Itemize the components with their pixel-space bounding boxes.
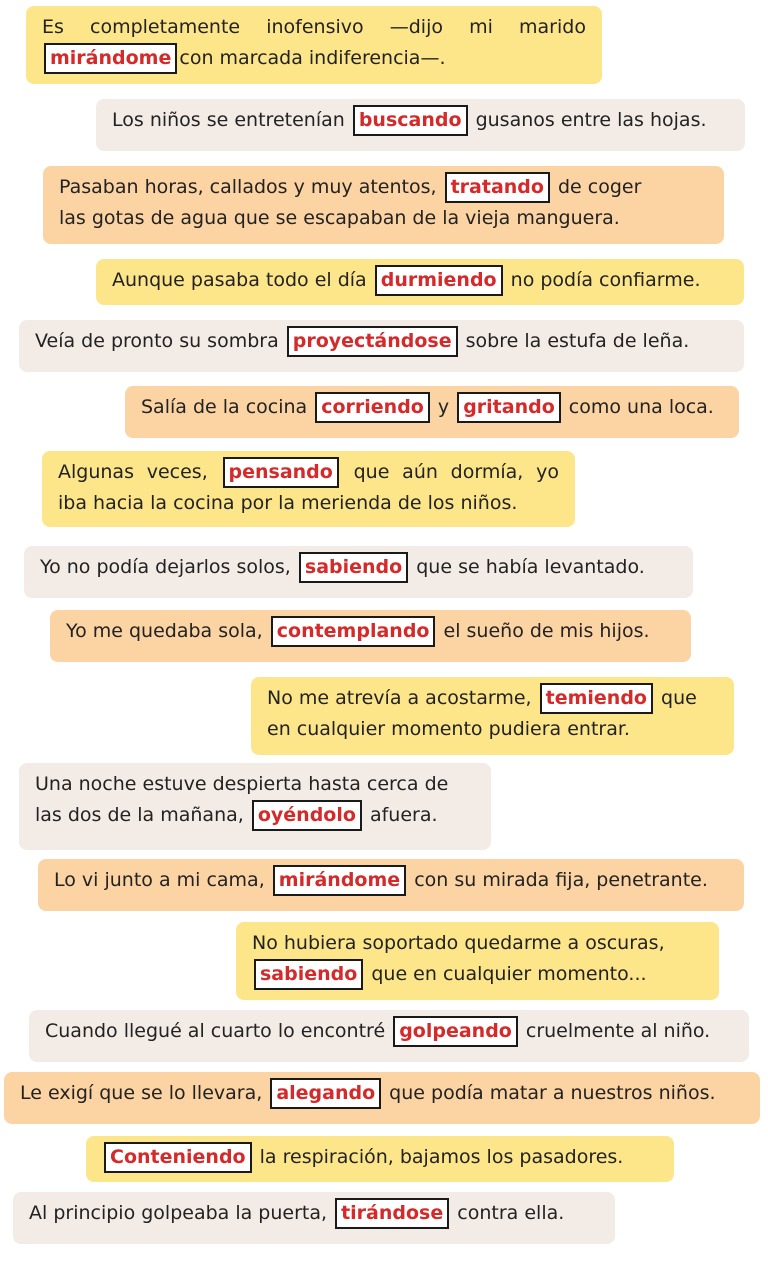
sentence-line — [267, 714, 718, 745]
sentence-text: con marcada indiferencia—. — [179, 47, 446, 69]
sentence-card-11 — [19, 763, 491, 850]
sentence-text: que en cualquier momento... — [365, 963, 647, 985]
sentence-text: como una loca. — [562, 396, 714, 418]
sentence-line — [58, 457, 559, 488]
sentence-line — [112, 265, 728, 296]
sentence-text: las gotas de agua que se escapaban de la vieja manguera. — [59, 207, 620, 229]
sentence-text: contra ella. — [451, 1202, 565, 1224]
sentence-line — [42, 43, 586, 74]
sentence-text: Es — [42, 16, 64, 38]
sentence-card-14 — [29, 1010, 749, 1062]
sentence-card-16 — [86, 1136, 674, 1182]
sentence-line — [66, 616, 675, 647]
gerund-verb-box: buscando — [353, 105, 468, 136]
sentence-line — [102, 1142, 658, 1173]
sentence-text: dormía, — [450, 461, 524, 483]
sentence-line — [141, 392, 723, 423]
gerund-verb-box: durmiendo — [375, 265, 503, 296]
sentence-card-5 — [19, 320, 744, 372]
sentence-text: sobre la estufa de leña. — [459, 330, 690, 352]
sentence-line — [35, 326, 728, 357]
sentence-card-8 — [24, 546, 693, 598]
gerund-verb-box: oyéndolo — [252, 800, 362, 831]
gerund-verb-box: Conteniendo — [104, 1142, 252, 1173]
sentence-text: inofensivo — [266, 16, 364, 38]
gerund-verb-box: contemplando — [271, 616, 436, 647]
sentence-line — [59, 172, 708, 203]
sentence-text: que — [655, 687, 697, 709]
sentence-text: Le exigí que se lo llevara, — [20, 1082, 269, 1104]
sentence-card-12 — [38, 859, 744, 911]
sentence-text: de coger — [551, 176, 642, 198]
sentence-text: Cuando llegué al cuarto lo encontré — [45, 1020, 392, 1042]
gerund-verb-box: mirándome — [44, 43, 177, 74]
gerund-verb-box: tratando — [445, 172, 550, 203]
sentence-line — [40, 552, 677, 583]
gerund-verb-box: mirándome — [273, 865, 406, 896]
sentence-text: mi — [469, 16, 493, 38]
sentence-text: —dijo — [389, 16, 443, 38]
sentence-text: cruelmente al niño. — [519, 1020, 711, 1042]
gerund-verb-box: alegando — [270, 1078, 381, 1109]
sentence-text: Los niños se entretenían — [112, 109, 351, 131]
sentence-card-9 — [50, 610, 691, 662]
sentence-text: afuera. — [363, 804, 438, 826]
gerund-verb-box: temiendo — [540, 683, 653, 714]
sentence-text: que se había levantado. — [410, 556, 645, 578]
sentence-line — [59, 203, 708, 234]
sentence-line — [54, 865, 728, 896]
sentence-text: la respiración, bajamos los pasadores. — [253, 1146, 624, 1168]
gerund-verb-box: corriendo — [315, 392, 430, 423]
sentence-line — [29, 1198, 599, 1229]
gerund-verb-box: sabiendo — [299, 552, 408, 583]
sentence-text: y — [431, 396, 456, 418]
sentence-text: Yo me quedaba sola, — [66, 620, 269, 642]
sentence-line — [35, 769, 475, 800]
sentence-card-3 — [43, 166, 724, 244]
sentence-text: con su mirada fija, penetrante. — [408, 869, 708, 891]
sentence-text: yo — [536, 461, 559, 483]
sentence-line — [42, 12, 586, 43]
gerund-verb-box: pensando — [223, 457, 339, 488]
sentence-line — [252, 959, 703, 990]
sentence-card-13 — [236, 922, 719, 1000]
sentence-text: Yo no podía dejarlos solos, — [40, 556, 297, 578]
sentence-text: en cualquier momento pudiera entrar. — [267, 718, 630, 740]
gerund-verb-box: gritando — [457, 392, 561, 423]
sentence-text: Al principio golpeaba la puerta, — [29, 1202, 334, 1224]
sentence-card-4 — [96, 259, 744, 305]
sentence-text: que — [353, 461, 390, 483]
sentence-card-2 — [96, 99, 745, 151]
sentence-text: Aunque pasaba todo el día — [112, 269, 373, 291]
gerund-verb-box: tirándose — [335, 1198, 449, 1229]
sentence-text: gusanos entre las hojas. — [469, 109, 707, 131]
sentence-text: que podía matar a nuestros niños. — [383, 1082, 716, 1104]
sentence-line — [20, 1078, 744, 1109]
sentence-text: completamente — [90, 16, 241, 38]
sentence-text: Lo vi junto a mi cama, — [54, 869, 271, 891]
sentence-line — [58, 488, 559, 519]
sentence-card-10 — [251, 677, 734, 755]
sentence-text: iba hacia la cocina por la merienda de los niños. — [58, 492, 518, 514]
sentence-line — [252, 928, 703, 959]
sentence-line — [267, 683, 718, 714]
gerund-verb-box: proyectándose — [287, 326, 458, 357]
sentence-line — [35, 800, 475, 831]
sentence-text: veces, — [146, 461, 208, 483]
gerund-verb-box: golpeando — [393, 1016, 518, 1047]
sentence-line — [112, 105, 729, 136]
sentence-line — [45, 1016, 733, 1047]
sentence-card-1 — [26, 6, 602, 84]
sentence-text: Veía de pronto su sombra — [35, 330, 285, 352]
sentence-text: Algunas — [58, 461, 134, 483]
sentence-text: Pasaban horas, callados y muy atentos, — [59, 176, 443, 198]
sentence-text: no podía confiarme. — [504, 269, 701, 291]
gerund-verb-box: sabiendo — [254, 959, 363, 990]
sentence-text: las dos de la mañana, — [35, 804, 250, 826]
sentence-text: No me atrevía a acostarme, — [267, 687, 538, 709]
sentence-text: el sueño de mis hijos. — [437, 620, 650, 642]
sentence-text: marido — [519, 16, 586, 38]
sentence-text: Una noche estuve despierta hasta cerca de — [35, 773, 449, 795]
sentence-card-6 — [125, 386, 739, 438]
sentence-card-15 — [4, 1072, 760, 1124]
sentence-card-17 — [13, 1192, 615, 1244]
sentence-text: No hubiera soportado quedarme a oscuras, — [252, 932, 665, 954]
sentence-card-7 — [42, 451, 575, 527]
sentence-text: aún — [402, 461, 438, 483]
sentence-text: Salía de la cocina — [141, 396, 314, 418]
